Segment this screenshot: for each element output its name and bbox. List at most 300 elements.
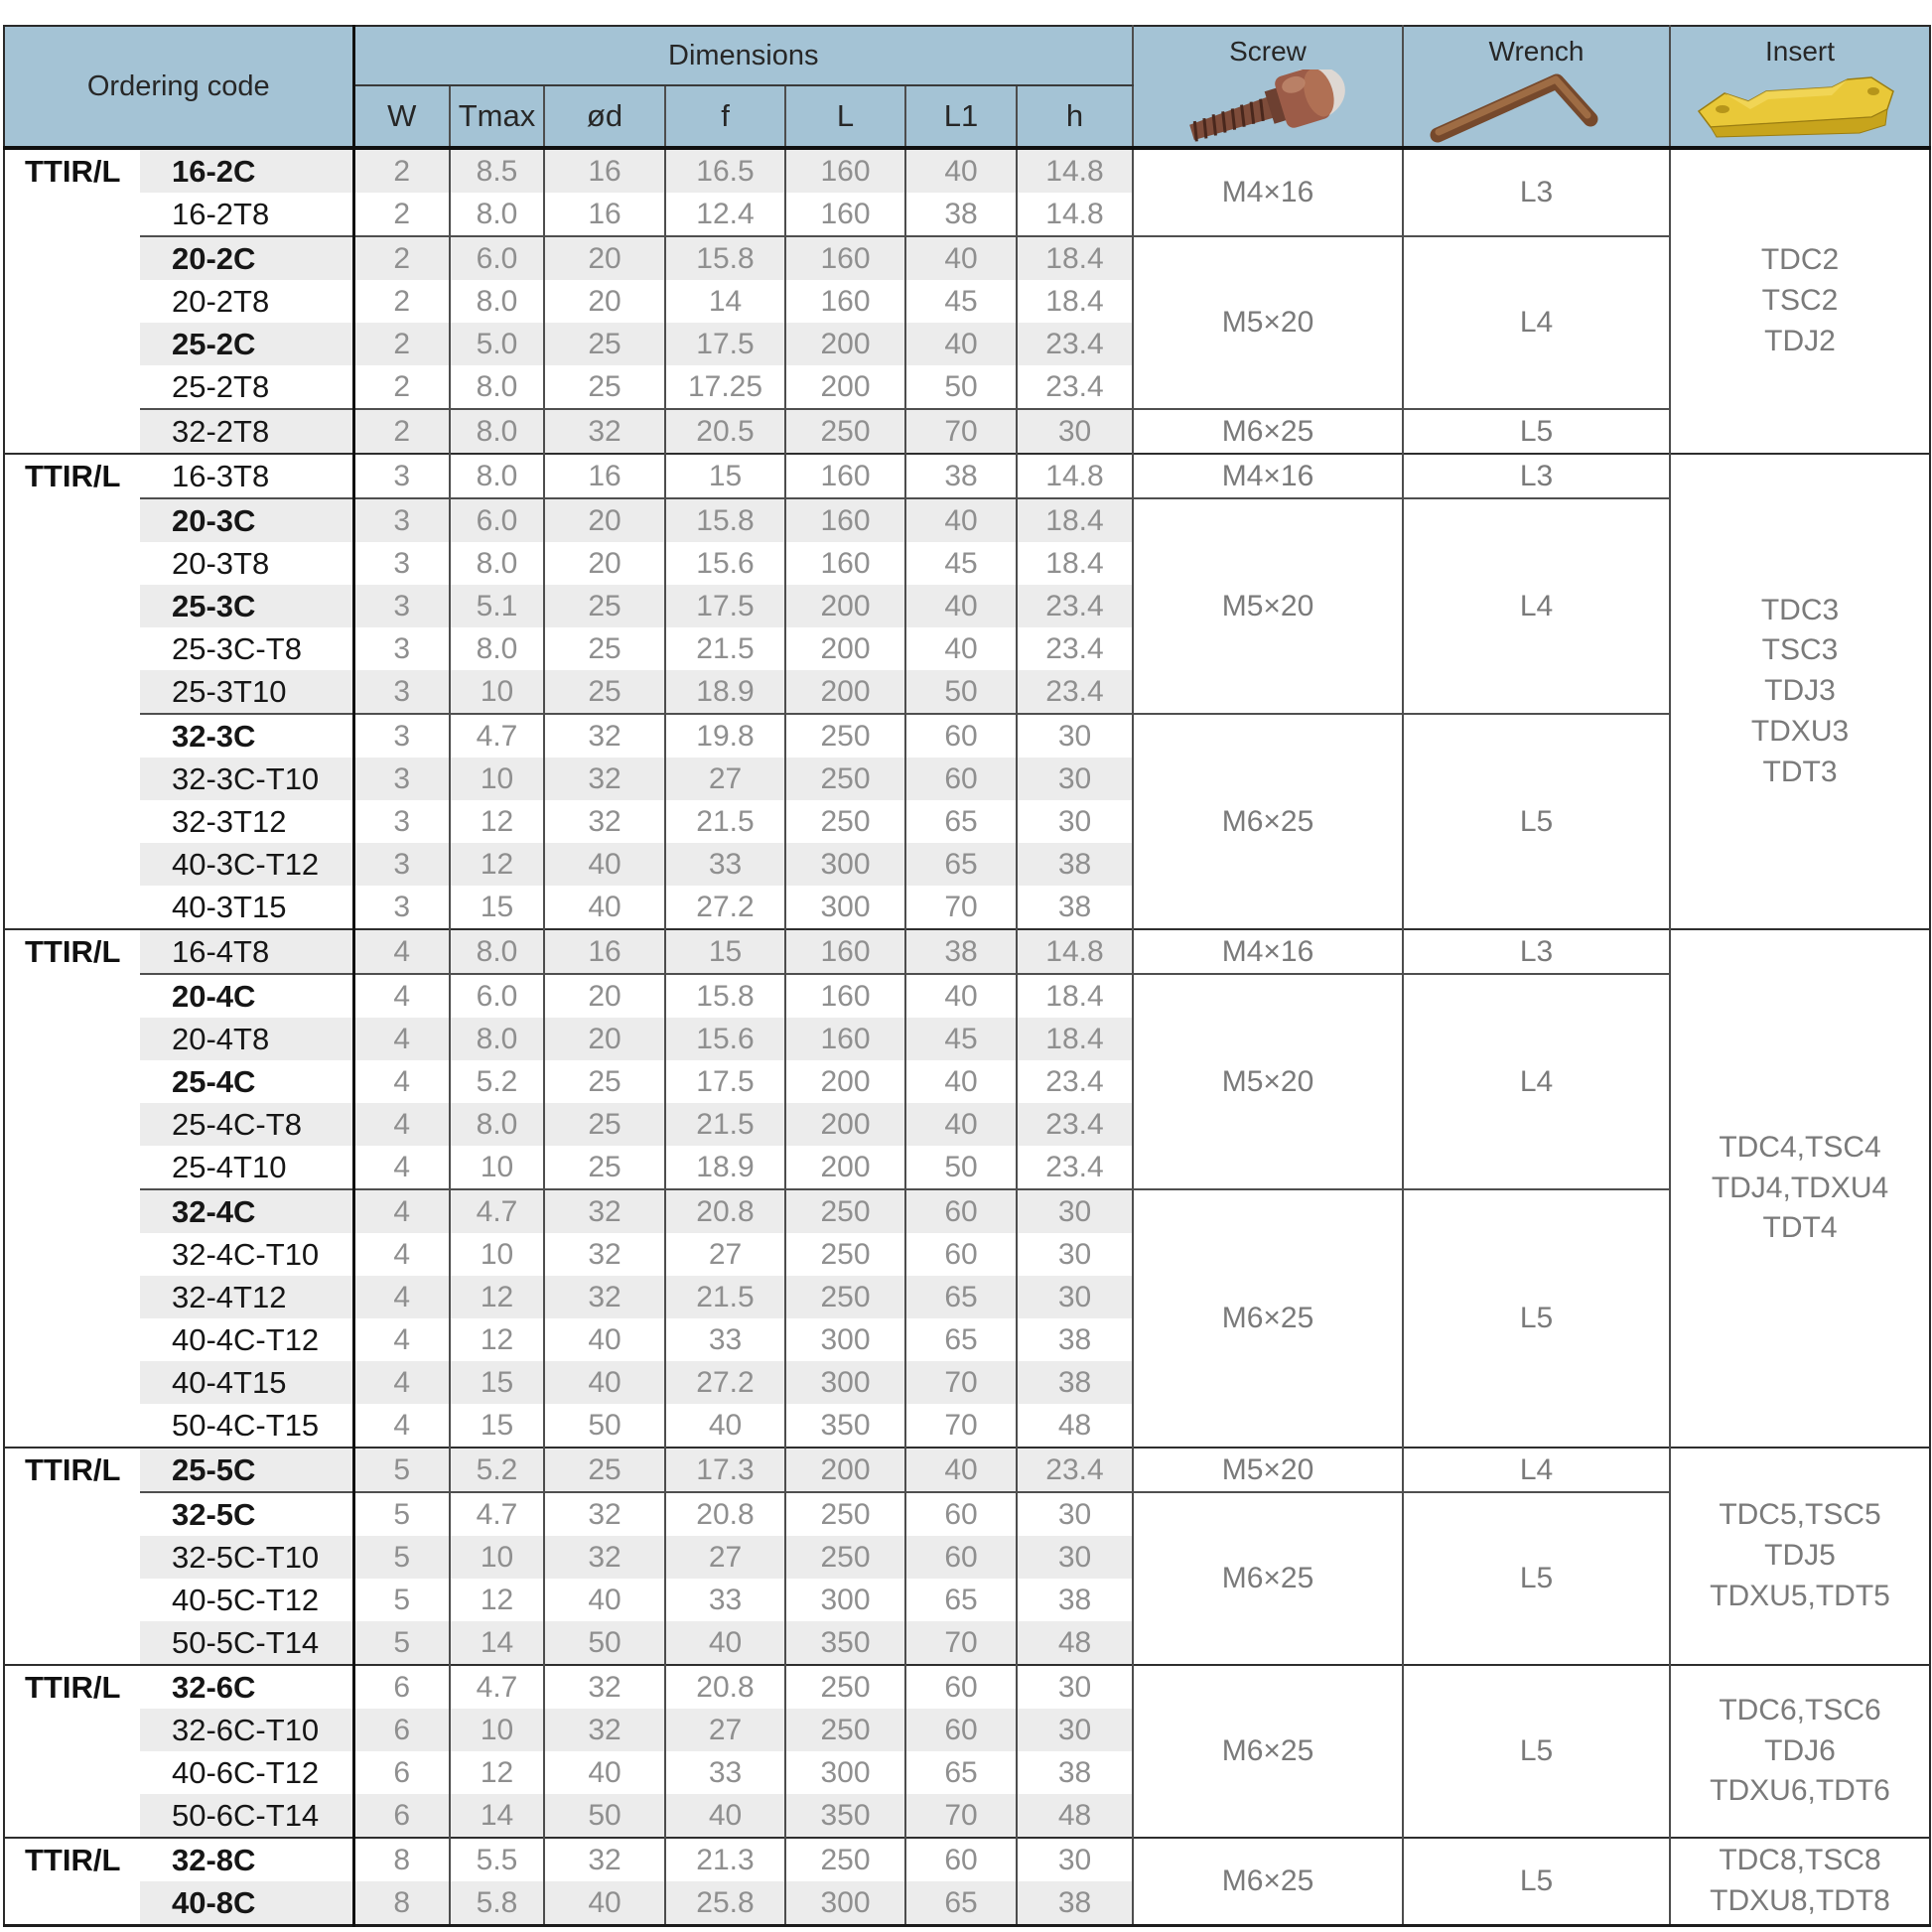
dim-cell-w: 5: [353, 1448, 450, 1492]
dim-cell-od: 16: [544, 148, 665, 193]
dim-cell-l: 300: [785, 1579, 905, 1621]
insert-code-line: TDXU6,TDT6: [1710, 1774, 1890, 1808]
dim-cell-od: 32: [544, 758, 665, 800]
dim-cell-h: 30: [1017, 1838, 1133, 1881]
dim-cell-f: 40: [665, 1794, 785, 1838]
dim-cell-f: 20.8: [665, 1492, 785, 1536]
ordering-code-cell: 25-3T10: [140, 670, 353, 714]
dim-cell-l1: 60: [905, 1838, 1017, 1881]
dim-cell-h: 14.8: [1017, 148, 1133, 193]
dim-cell-l1: 70: [905, 1621, 1017, 1665]
screw-spec-cell: M6×25: [1133, 714, 1403, 929]
ordering-code-cell: 32-8C: [140, 1838, 353, 1881]
dim-cell-w: 3: [353, 758, 450, 800]
dim-cell-l1: 38: [905, 454, 1017, 498]
dim-cell-f: 12.4: [665, 193, 785, 236]
dim-cell-tmax: 8.0: [450, 1018, 544, 1060]
ordering-code-cell: 40-4T15: [140, 1361, 353, 1404]
dim-cell-h: 14.8: [1017, 454, 1133, 498]
ordering-code-cell: 25-4T10: [140, 1146, 353, 1189]
ordering-code-cell: 32-6C: [140, 1665, 353, 1709]
wrench-spec-cell: L5: [1403, 714, 1670, 929]
dim-cell-od: 20: [544, 498, 665, 542]
dim-cell-w: 2: [353, 323, 450, 365]
dim-cell-h: 23.4: [1017, 585, 1133, 627]
dim-cell-l1: 40: [905, 1448, 1017, 1492]
table-row: [4, 454, 1930, 498]
wrench-header: [1403, 26, 1670, 148]
dim-cell-f: 27: [665, 1536, 785, 1579]
dim-cell-f: 17.25: [665, 365, 785, 409]
ordering-code-cell: 32-5C: [140, 1492, 353, 1536]
ordering-code-cell: 40-5C-T12: [140, 1579, 353, 1621]
dim-cell-f: 20.8: [665, 1189, 785, 1233]
dim-cell-h: 48: [1017, 1404, 1133, 1448]
dim-cell-h: 18.4: [1017, 280, 1133, 323]
dim-cell-h: 30: [1017, 1276, 1133, 1318]
ordering-code-cell: 25-5C: [140, 1448, 353, 1492]
ordering-code-cell: 40-8C: [140, 1881, 353, 1926]
ordering-code-cell: 20-3T8: [140, 542, 353, 585]
dim-cell-w: 3: [353, 627, 450, 670]
dim-cell-h: 30: [1017, 1536, 1133, 1579]
dim-cell-l: 250: [785, 1665, 905, 1709]
dim-cell-l: 250: [785, 409, 905, 454]
dim-cell-l1: 40: [905, 323, 1017, 365]
dim-cell-tmax: 8.0: [450, 365, 544, 409]
series-label: TTIR/L: [4, 1448, 140, 1665]
insert-codes-cell: [1670, 929, 1930, 1448]
ordering-code-cell: 32-4C: [140, 1189, 353, 1233]
tool-group-3: [4, 929, 1930, 1448]
dim-cell-l1: 45: [905, 542, 1017, 585]
dim-cell-h: 18.4: [1017, 498, 1133, 542]
dim-cell-l1: 65: [905, 843, 1017, 886]
dim-cell-od: 32: [544, 1709, 665, 1751]
dim-cell-od: 20: [544, 974, 665, 1018]
dim-cell-f: 21.5: [665, 1103, 785, 1146]
dim-cell-w: 2: [353, 280, 450, 323]
dim-cell-l: 300: [785, 843, 905, 886]
dim-cell-h: 30: [1017, 409, 1133, 454]
dim-cell-od: 40: [544, 1579, 665, 1621]
dim-cell-w: 5: [353, 1492, 450, 1536]
ordering-code-cell: 25-3C: [140, 585, 353, 627]
dim-cell-h: 18.4: [1017, 236, 1133, 280]
dim-cell-l: 160: [785, 929, 905, 974]
dim-cell-tmax: 8.0: [450, 280, 544, 323]
dim-cell-od: 25: [544, 627, 665, 670]
dim-cell-w: 2: [353, 148, 450, 193]
dim-cell-tmax: 8.0: [450, 542, 544, 585]
dim-cell-tmax: 5.1: [450, 585, 544, 627]
wrench-spec-cell: L4: [1403, 974, 1670, 1189]
dim-cell-w: 2: [353, 409, 450, 454]
dim-cell-h: 48: [1017, 1794, 1133, 1838]
ordering-code-cell: 20-4C: [140, 974, 353, 1018]
table-row: [4, 498, 1930, 542]
ordering-code-cell: 16-4T8: [140, 929, 353, 974]
insert-codes-cell: [1670, 148, 1930, 454]
table-row: [4, 236, 1930, 280]
dim-cell-l: 250: [785, 1492, 905, 1536]
dim-cell-od: 20: [544, 542, 665, 585]
insert-codes-cell: [1670, 454, 1930, 929]
dimensions-header: Dimensions: [353, 26, 1133, 85]
ordering-code-cell: 50-4C-T15: [140, 1404, 353, 1448]
dim-cell-od: 32: [544, 1233, 665, 1276]
dim-cell-f: 18.9: [665, 1146, 785, 1189]
ordering-code-cell: 20-2C: [140, 236, 353, 280]
dim-cell-tmax: 5.2: [450, 1060, 544, 1103]
ordering-code-cell: 32-2T8: [140, 409, 353, 454]
wrench-spec-cell: L3: [1403, 929, 1670, 974]
dim-cell-od: 25: [544, 365, 665, 409]
series-label: TTIR/L: [4, 929, 140, 1448]
dim-cell-f: 15.8: [665, 974, 785, 1018]
dim-cell-h: 38: [1017, 886, 1133, 929]
ordering-code-cell: 40-6C-T12: [140, 1751, 353, 1794]
table-row: [4, 1838, 1930, 1881]
screw-spec-cell: M6×25: [1133, 409, 1403, 454]
screw-spec-cell: M4×16: [1133, 929, 1403, 974]
dim-cell-l: 200: [785, 670, 905, 714]
dim-cell-w: 2: [353, 236, 450, 280]
dim-cell-h: 30: [1017, 1189, 1133, 1233]
dim-cell-l1: 70: [905, 1361, 1017, 1404]
ordering-code-cell: 50-5C-T14: [140, 1621, 353, 1665]
dim-cell-od: 32: [544, 1189, 665, 1233]
dim-cell-l1: 40: [905, 236, 1017, 280]
dim-cell-tmax: 4.7: [450, 1665, 544, 1709]
dim-cell-f: 40: [665, 1621, 785, 1665]
dim-cell-l1: 60: [905, 1189, 1017, 1233]
dim-cell-w: 4: [353, 1404, 450, 1448]
insert-header: [1670, 26, 1930, 148]
insert-code-line: TSC2: [1761, 284, 1839, 318]
dim-cell-w: 4: [353, 1233, 450, 1276]
wrench-spec-cell: L5: [1403, 1492, 1670, 1665]
dim-cell-f: 21.5: [665, 1276, 785, 1318]
dim-cell-f: 15: [665, 454, 785, 498]
dim-cell-h: 30: [1017, 1492, 1133, 1536]
dim-cell-w: 4: [353, 1103, 450, 1146]
dim-cell-w: 5: [353, 1536, 450, 1579]
dim-cell-tmax: 10: [450, 1146, 544, 1189]
dim-cell-w: 4: [353, 1146, 450, 1189]
dim-cell-tmax: 10: [450, 670, 544, 714]
dim-cell-h: 23.4: [1017, 670, 1133, 714]
dim-cell-l1: 65: [905, 1318, 1017, 1361]
dim-cell-tmax: 15: [450, 886, 544, 929]
tool-group-5: [4, 1665, 1930, 1838]
dim-cell-tmax: 6.0: [450, 498, 544, 542]
dim-cell-l: 200: [785, 365, 905, 409]
table-row: [4, 974, 1930, 1018]
dim-cell-l: 300: [785, 886, 905, 929]
dim-cell-l1: 65: [905, 1881, 1017, 1926]
dim-cell-l1: 60: [905, 1665, 1017, 1709]
dim-cell-l: 250: [785, 1536, 905, 1579]
dim-cell-od: 32: [544, 409, 665, 454]
dim-cell-l: 200: [785, 1146, 905, 1189]
dim-cell-w: 3: [353, 886, 450, 929]
screw-header: [1133, 26, 1403, 148]
dim-cell-l1: 38: [905, 929, 1017, 974]
dim-cell-l: 250: [785, 1233, 905, 1276]
tool-group-6: [4, 1838, 1930, 1926]
wrench-spec-cell: L4: [1403, 236, 1670, 409]
dim-cell-h: 30: [1017, 1233, 1133, 1276]
table-row: [4, 714, 1930, 758]
table-row: [4, 409, 1930, 454]
dim-cell-w: 8: [353, 1881, 450, 1926]
insert-code-line: TDXU3: [1750, 714, 1850, 748]
dim-cell-l: 160: [785, 236, 905, 280]
dim-cell-l: 350: [785, 1404, 905, 1448]
dim-cell-h: 23.4: [1017, 323, 1133, 365]
ordering-code-cell: 25-4C: [140, 1060, 353, 1103]
insert-code-line: TDXU5,TDT5: [1710, 1579, 1890, 1612]
dim-cell-tmax: 8.0: [450, 627, 544, 670]
dim-cell-l: 200: [785, 627, 905, 670]
dim-cell-l: 350: [785, 1621, 905, 1665]
dim-cell-h: 23.4: [1017, 1060, 1133, 1103]
ordering-code-cell: 50-6C-T14: [140, 1794, 353, 1838]
dim-cell-w: 4: [353, 1276, 450, 1318]
dim-cell-l: 160: [785, 974, 905, 1018]
dim-cell-w: 3: [353, 542, 450, 585]
dim-cell-od: 25: [544, 1448, 665, 1492]
dim-cell-l: 250: [785, 1189, 905, 1233]
dim-cell-od: 40: [544, 886, 665, 929]
dim-cell-l1: 45: [905, 1018, 1017, 1060]
ordering-code-cell: 32-4C-T10: [140, 1233, 353, 1276]
table-row: [4, 1189, 1930, 1233]
dim-cell-od: 32: [544, 1838, 665, 1881]
insert-code-line: TDC3: [1760, 593, 1840, 626]
insert-code-line: TDJ6: [1764, 1733, 1836, 1767]
insert-code-line: TDT3: [1762, 755, 1838, 788]
dim-cell-l1: 40: [905, 498, 1017, 542]
dim-cell-h: 30: [1017, 758, 1133, 800]
dim-cell-w: 4: [353, 1189, 450, 1233]
dim-cell-l: 200: [785, 1103, 905, 1146]
dim-cell-od: 32: [544, 714, 665, 758]
dim-cell-tmax: 5.8: [450, 1881, 544, 1926]
dim-cell-h: 30: [1017, 1665, 1133, 1709]
dim-cell-h: 30: [1017, 1709, 1133, 1751]
dim-cell-l1: 65: [905, 1276, 1017, 1318]
dim-cell-l1: 70: [905, 1404, 1017, 1448]
dim-cell-f: 15.6: [665, 542, 785, 585]
dim-cell-l: 160: [785, 454, 905, 498]
dim-cell-tmax: 10: [450, 1233, 544, 1276]
screw-spec-cell: M6×25: [1133, 1189, 1403, 1448]
dim-cell-f: 17.5: [665, 1060, 785, 1103]
series-label: TTIR/L: [4, 1665, 140, 1838]
col-header-l: L: [785, 85, 905, 148]
dim-cell-f: 17.3: [665, 1448, 785, 1492]
dim-cell-w: 6: [353, 1751, 450, 1794]
dim-cell-w: 3: [353, 670, 450, 714]
dim-cell-l: 250: [785, 800, 905, 843]
dim-cell-h: 23.4: [1017, 1103, 1133, 1146]
table-row: [4, 1492, 1930, 1536]
dim-cell-l1: 65: [905, 800, 1017, 843]
tool-group-1: [4, 148, 1930, 454]
dim-cell-tmax: 8.0: [450, 1103, 544, 1146]
dim-cell-od: 20: [544, 236, 665, 280]
dim-cell-w: 6: [353, 1709, 450, 1751]
dim-cell-h: 38: [1017, 843, 1133, 886]
dim-cell-tmax: 12: [450, 800, 544, 843]
dim-cell-od: 25: [544, 1103, 665, 1146]
dim-cell-h: 23.4: [1017, 1448, 1133, 1492]
insert-code-line: TSC3: [1761, 633, 1839, 667]
tool-group-2: [4, 454, 1930, 929]
dim-cell-h: 38: [1017, 1318, 1133, 1361]
dim-cell-l: 250: [785, 714, 905, 758]
wrench-icon: [1420, 69, 1654, 143]
dim-cell-od: 32: [544, 800, 665, 843]
dim-cell-tmax: 12: [450, 843, 544, 886]
dim-cell-h: 18.4: [1017, 542, 1133, 585]
ordering-code-cell: 32-5C-T10: [140, 1536, 353, 1579]
dim-cell-w: 5: [353, 1621, 450, 1665]
dim-cell-od: 32: [544, 1536, 665, 1579]
ordering-code-cell: 32-4T12: [140, 1276, 353, 1318]
dim-cell-l: 300: [785, 1881, 905, 1926]
wrench-spec-cell: L5: [1403, 409, 1670, 454]
dim-cell-od: 40: [544, 1318, 665, 1361]
ordering-code-cell: 25-2C: [140, 323, 353, 365]
dim-cell-h: 14.8: [1017, 929, 1133, 974]
insert-code-line: TDC6,TSC6: [1719, 1693, 1881, 1726]
dim-cell-h: 23.4: [1017, 627, 1133, 670]
dim-cell-h: 23.4: [1017, 365, 1133, 409]
dim-cell-l1: 70: [905, 409, 1017, 454]
insert-icon: [1683, 69, 1917, 143]
screw-icon: [1151, 69, 1385, 143]
insert-code-line: TDC2: [1760, 243, 1840, 277]
dim-cell-h: 38: [1017, 1579, 1133, 1621]
col-header-od: ød: [544, 85, 665, 148]
dim-cell-od: 40: [544, 843, 665, 886]
dim-cell-h: 30: [1017, 800, 1133, 843]
insert-code-line: TDJ3: [1764, 674, 1836, 708]
dim-cell-l: 160: [785, 148, 905, 193]
col-header-l1: L1: [905, 85, 1017, 148]
dim-cell-tmax: 14: [450, 1621, 544, 1665]
dim-cell-h: 14.8: [1017, 193, 1133, 236]
insert-code-line: TDC8,TSC8: [1719, 1844, 1881, 1877]
insert-codes-cell: [1670, 1448, 1930, 1665]
dim-cell-f: 27.2: [665, 886, 785, 929]
dim-cell-f: 18.9: [665, 670, 785, 714]
table-row: [4, 929, 1930, 974]
dim-cell-f: 21.3: [665, 1838, 785, 1881]
wrench-spec-cell: L5: [1403, 1665, 1670, 1838]
dim-cell-l: 160: [785, 193, 905, 236]
dim-cell-l1: 70: [905, 1794, 1017, 1838]
dim-cell-od: 40: [544, 1361, 665, 1404]
dim-cell-l: 250: [785, 1709, 905, 1751]
dim-cell-f: 33: [665, 1579, 785, 1621]
screw-spec-cell: M4×16: [1133, 148, 1403, 236]
dim-cell-f: 15.8: [665, 498, 785, 542]
wrench-spec-cell: L3: [1403, 148, 1670, 236]
insert-code-line: TDJ2: [1764, 324, 1836, 357]
dim-cell-l1: 40: [905, 585, 1017, 627]
dim-cell-l1: 40: [905, 627, 1017, 670]
dim-cell-tmax: 10: [450, 758, 544, 800]
dim-cell-od: 25: [544, 585, 665, 627]
insert-code-line: TDJ5: [1764, 1539, 1836, 1573]
dim-cell-f: 27.2: [665, 1361, 785, 1404]
dim-cell-w: 6: [353, 1665, 450, 1709]
dim-cell-w: 3: [353, 454, 450, 498]
screw-spec-cell: M5×20: [1133, 974, 1403, 1189]
ordering-code-cell: 16-3T8: [140, 454, 353, 498]
dim-cell-w: 4: [353, 974, 450, 1018]
ordering-code-cell: 32-3C: [140, 714, 353, 758]
dim-cell-w: 2: [353, 193, 450, 236]
dim-cell-l: 250: [785, 1838, 905, 1881]
dim-cell-w: 3: [353, 843, 450, 886]
dim-cell-w: 3: [353, 498, 450, 542]
dim-cell-w: 5: [353, 1579, 450, 1621]
dim-cell-tmax: 8.0: [450, 193, 544, 236]
dim-cell-od: 50: [544, 1794, 665, 1838]
tool-spec-table: [3, 25, 1931, 1927]
dim-cell-od: 40: [544, 1881, 665, 1926]
series-label: TTIR/L: [4, 454, 140, 929]
dim-cell-od: 16: [544, 929, 665, 974]
dim-cell-f: 19.8: [665, 714, 785, 758]
ordering-code-cell: 32-3T12: [140, 800, 353, 843]
dim-cell-f: 15.6: [665, 1018, 785, 1060]
ordering-code-header: Ordering code: [4, 26, 353, 148]
dim-cell-l1: 60: [905, 1492, 1017, 1536]
dim-cell-l: 160: [785, 498, 905, 542]
dim-cell-l1: 50: [905, 670, 1017, 714]
dim-cell-od: 25: [544, 323, 665, 365]
dim-cell-od: 32: [544, 1492, 665, 1536]
ordering-code-cell: 25-4C-T8: [140, 1103, 353, 1146]
dim-cell-l: 300: [785, 1361, 905, 1404]
dim-cell-f: 17.5: [665, 323, 785, 365]
wrench-spec-cell: L5: [1403, 1189, 1670, 1448]
dim-cell-l: 250: [785, 1276, 905, 1318]
dim-cell-tmax: 8.0: [450, 454, 544, 498]
col-header-h: h: [1017, 85, 1133, 148]
ordering-code-cell: 20-2T8: [140, 280, 353, 323]
dim-cell-l: 200: [785, 585, 905, 627]
dim-cell-tmax: 8.0: [450, 929, 544, 974]
dim-cell-tmax: 12: [450, 1318, 544, 1361]
ordering-code-cell: 32-6C-T10: [140, 1709, 353, 1751]
dim-cell-l1: 40: [905, 148, 1017, 193]
dim-cell-od: 32: [544, 1276, 665, 1318]
dim-cell-f: 33: [665, 1318, 785, 1361]
col-header-tmax: Tmax: [450, 85, 544, 148]
dim-cell-w: 3: [353, 585, 450, 627]
dim-cell-l1: 40: [905, 1103, 1017, 1146]
dim-cell-f: 25.8: [665, 1881, 785, 1926]
dim-cell-l1: 45: [905, 280, 1017, 323]
insert-code-line: TDJ4,TDXU4: [1711, 1171, 1889, 1204]
